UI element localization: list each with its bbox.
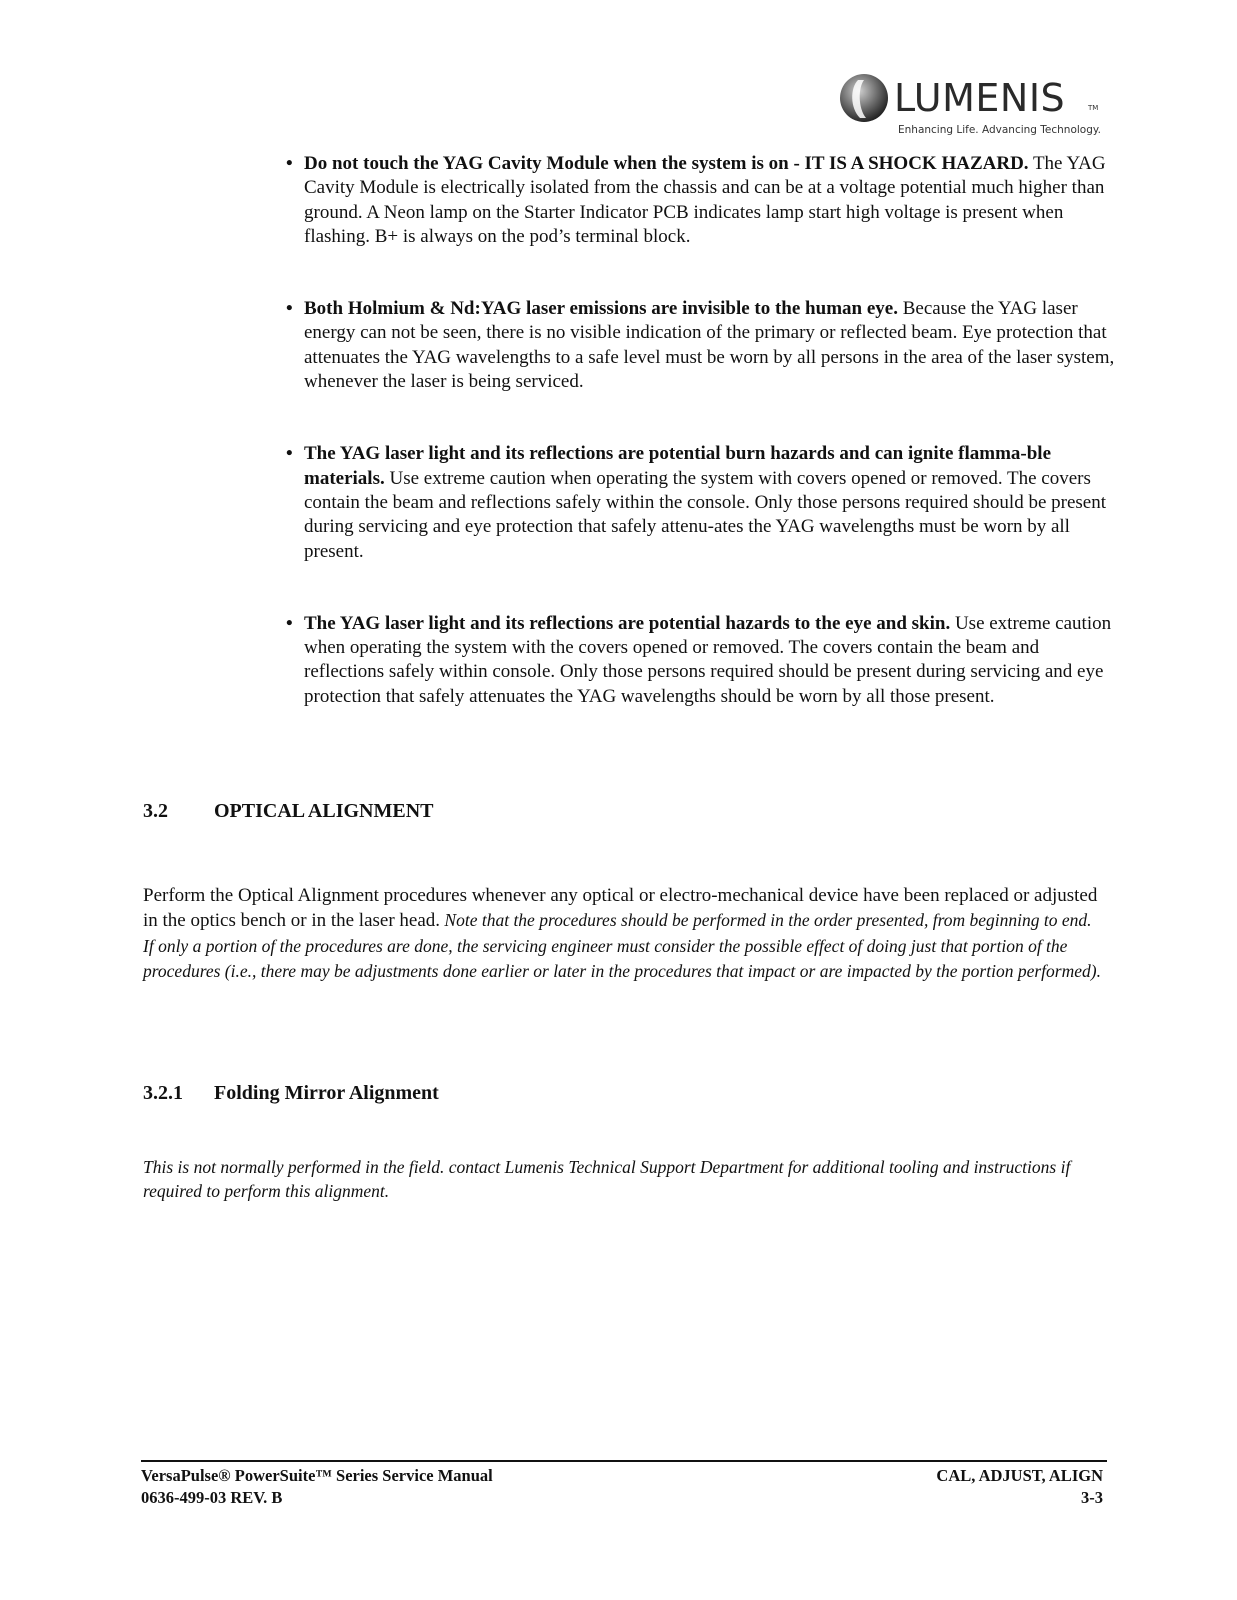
footer-page-number: 3-3 <box>1081 1488 1103 1507</box>
warning-heading: Do not touch the YAG Cavity Module when the system is on - IT IS A SHOCK HAZARD. <box>304 153 1029 174</box>
footer-right <box>936 1465 1103 1509</box>
warning-heading: The YAG laser light and its reflections are potential hazards to the eye and skin. <box>304 612 951 634</box>
warning-text: Use extreme caution when operating the system with covers opened or removed. The covers contain the beam and reflections safely within the console. Only those persons required should be present during servicing and eye protection that safely attenu-ates the YAG wavelengths must be worn by all present. <box>304 467 1106 562</box>
warning-text: Because the YAG laser energy can not be seen, there is no visible indication of the primary or reflected beam. Eye protection that attenuates the YAG wavelengths to a safe level must be worn by all persons in the area of the laser system, whenever the laser is being serviced. <box>304 298 1115 393</box>
section-paragraph <box>143 884 1103 984</box>
subsection-number: 3.2.1 <box>143 1082 183 1104</box>
warning-heading: The YAG laser light and its reflections are potential burn hazards and can ignite flamma-ble materials. <box>304 443 1052 489</box>
warning-item <box>286 297 1116 394</box>
paragraph-note: Note that the procedures should be performed in the order presented, from beginning to end. If only a portion of the procedures are done, the servicing engineer must consider the possible effect of doing just that portion of the procedures (i.e., there may be adjustments done earlier or later in the procedures that impact or are impacted by the portion performed). <box>143 910 1101 981</box>
lumenis-globe-icon <box>838 72 890 124</box>
bullet-icon: • <box>286 153 293 174</box>
footer-rule <box>141 1460 1107 1462</box>
logo-tagline: Enhancing Life. Advancing Technology. <box>898 124 1101 136</box>
footer-part-number: 0636-499-03 REV. B <box>141 1488 283 1507</box>
logo-trademark: TM <box>1088 104 1099 112</box>
warning-item <box>286 612 1116 709</box>
warning-text: Use extreme caution when operating the system with the covers opened or removed. The covers contain the beam and reflections safely within console. Only those persons required should be present during servicing and eye protection that safely attenuates the YAG wavelengths should be worn by all those present. <box>304 612 1112 707</box>
bullet-icon: • <box>286 443 293 465</box>
section-number: 3.2 <box>143 800 168 822</box>
section-heading <box>143 800 543 826</box>
bullet-icon: • <box>286 298 293 320</box>
section-title: OPTICAL ALIGNMENT <box>214 800 434 822</box>
warning-item <box>286 152 1116 249</box>
lumenis-logo <box>838 70 1101 140</box>
footer-left <box>141 1465 493 1509</box>
subsection-title: Folding Mirror Alignment <box>214 1082 439 1104</box>
warning-heading: Both Holmium & Nd:YAG laser emissions are invisible to the human eye. <box>304 298 898 320</box>
warning-text: The YAG Cavity Module is electrically isolated from the chassis and can be at a voltage potential much higher than ground. A Neon lamp on the Starter Indicator PCB indicates lamp start high voltage is present when flashing. B+ is always on the pod’s terminal block. <box>304 153 1106 247</box>
bullet-icon: • <box>286 612 293 634</box>
subsection-heading <box>143 1082 543 1108</box>
warning-item <box>286 442 1116 563</box>
paragraph-text: Perform the Optical Alignment procedures whenever any optical or electro-mechanical device have been replaced or adjusted in the optics bench or in the laser head. <box>143 885 1098 932</box>
footer-chapter: CAL, ADJUST, ALIGN <box>936 1466 1103 1485</box>
warning-list <box>286 152 1116 757</box>
footer-manual-title: VersaPulse® PowerSuite™ Series Service Manual <box>141 1466 493 1485</box>
logo-wordmark: LUMENIS <box>894 76 1066 120</box>
subsection-paragraph: This is not normally performed in the field. contact Lumenis Technical Support Department for additional tooling and instructions if required to perform this alignment. <box>143 1157 1071 1202</box>
